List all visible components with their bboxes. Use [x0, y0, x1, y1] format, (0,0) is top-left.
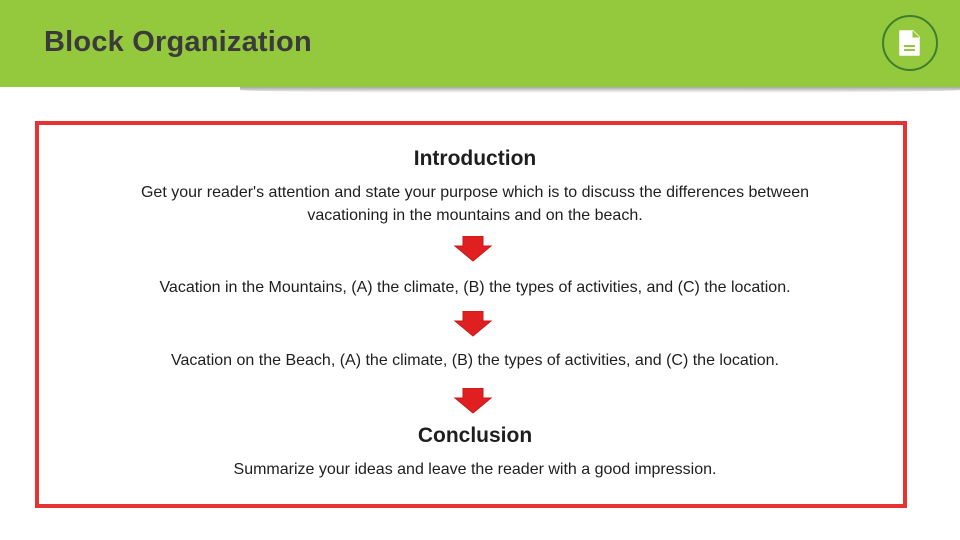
arrow-down-icon: [453, 311, 493, 337]
arrow-down-icon: [453, 388, 493, 414]
page-title: Block Organization: [44, 26, 312, 58]
document-icon[interactable]: [882, 15, 938, 71]
header-shadow: [240, 87, 960, 93]
conclusion-text: Summarize your ideas and leave the reader with a good impression.: [233, 461, 717, 478]
mountains-block-text: Vacation in the Mountains, (A) the climate, (B) the types of activities, and (C) the location.: [159, 279, 791, 296]
outline-frame: [35, 121, 907, 508]
introduction-heading: Introduction: [413, 147, 537, 170]
beach-block-text: Vacation on the Beach, (A) the climate, (B) the types of activities, and (C) the location.: [171, 352, 779, 369]
introduction-line-2: vacationing in the mountains and on the beach.: [307, 207, 643, 224]
introduction-text: [39, 181, 911, 227]
conclusion-heading: Conclusion: [417, 424, 533, 447]
document-icon-glyph: [897, 29, 923, 57]
introduction-line-1: Get your reader's attention and state your purpose which is to discuss the differences between: [140, 184, 810, 201]
arrow-down-icon: [453, 236, 493, 262]
